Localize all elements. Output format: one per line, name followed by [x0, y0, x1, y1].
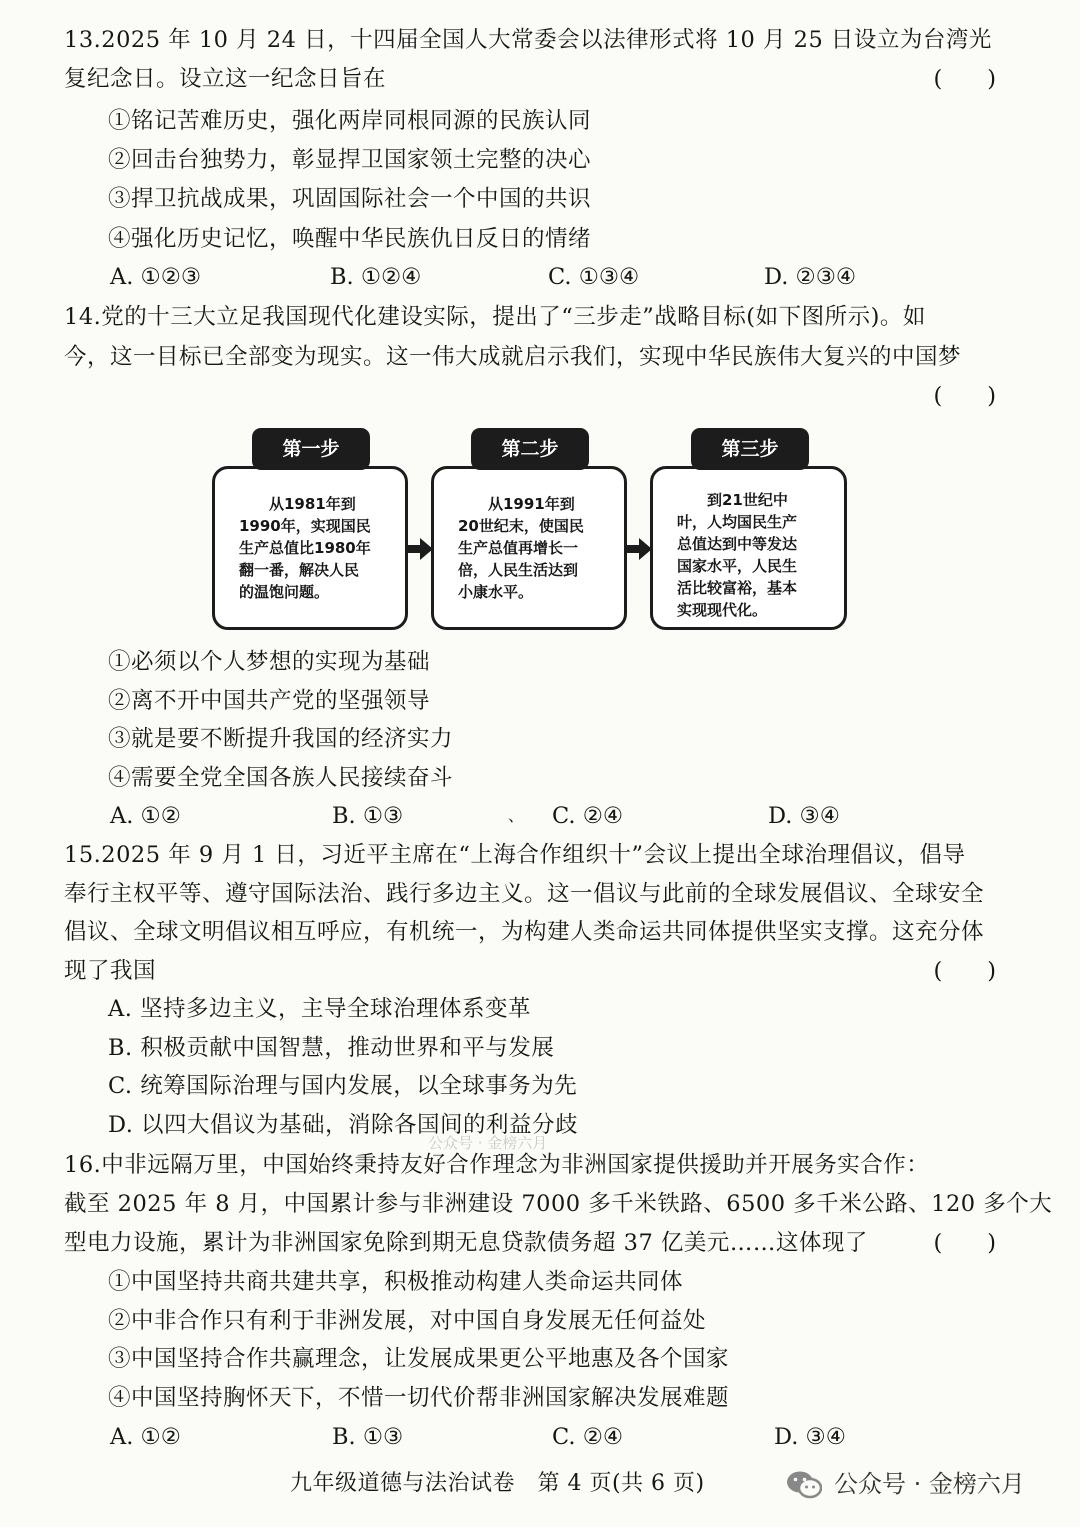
q15-stem-line3: 倡议、全球文明倡议相互呼应，有机统一，为构建人类命运共同体提供坚实支撑。这充分体 [64, 919, 985, 945]
q13-choice-c: C. ①③④ [548, 264, 640, 290]
q13-choices [108, 258, 988, 296]
q14-option-4: ④需要全党全国各族人民接续奋斗 [108, 765, 454, 791]
q15-stem-line1: 15.2025 年 9 月 1 日，习近平主席在“上海合作组织十”会议上提出全球治理倡议，倡导 [64, 842, 966, 868]
step2-tag: 第二步 [471, 428, 589, 470]
q16-option-3: ③中国坚持合作共赢理念，让发展成果更公平地惠及各个国家 [108, 1346, 730, 1372]
q13-choice-a: A. ①②③ [110, 264, 202, 290]
wechat-icon [786, 1470, 822, 1500]
q13-option-3: ③捍卫抗战成果，巩固国际社会一个中国的共识 [108, 186, 592, 212]
q16-choice-c: C. ②④ [552, 1424, 624, 1450]
q16-stem-line1: 16.中非远隔万里，中国始终秉持友好合作理念为非洲国家提供援助并开展务实合作： [64, 1152, 930, 1178]
step1-tag: 第一步 [252, 428, 370, 470]
q16-option-4: ④中国坚持胸怀天下，不惜一切代价帮非洲国家解决发展难题 [108, 1385, 730, 1411]
q16-choice-a: A. ①② [110, 1424, 181, 1450]
wechat-watermark: 公众号 · 金榜六月 [834, 1470, 1025, 1498]
step3-box: 到21世纪中 叶，人均国民生产 总值达到中等发达 国家水平，人民生 活比较富裕，基本 实现现代化。 [650, 466, 847, 630]
q16-option-2: ②中非合作只有利于非洲发展，对中国自身发展无任何益处 [108, 1308, 707, 1334]
q14-option-3: ③就是要不断提升我国的经济实力 [108, 726, 454, 752]
q14-choice-c: C. ②④ [552, 803, 624, 829]
q16-choices [108, 1418, 988, 1456]
q13-stem-line2 [64, 60, 1014, 98]
q13-answer-paren: ( ) [933, 66, 996, 92]
q15-option-c: C. 统筹国际治理与国内发展，以全球事务为先 [108, 1073, 578, 1099]
q14-stray-mark: 、 [508, 806, 525, 825]
q13-option-1: ①铭记苦难历史，强化两岸同根同源的民族认同 [108, 108, 592, 134]
q15-stem-text: 现了我国 [64, 958, 157, 984]
footer-title: 九年级道德与法治试卷 第 4 页(共 6 页) [290, 1471, 705, 1496]
q15-answer-paren: ( ) [933, 958, 996, 984]
faint-watermark: 公众号 · 金榜六月 [428, 1134, 548, 1152]
q13-option-2: ②回击台独势力，彰显捍卫国家领土完整的决心 [108, 147, 592, 173]
q14-stem-line1: 14.党的十三大立足我国现代化建设实际，提出了“三步走”战略目标(如下图所示)。如 [64, 304, 926, 330]
right-arrow-icon [626, 538, 652, 560]
q13-option-4: ④强化历史记忆，唤醒中华民族仇日反日的情绪 [108, 226, 592, 252]
step3-tag: 第三步 [691, 428, 809, 470]
step1-box: 从1981年到 1990年，实现国民 生产总值比1980年 翻一番，解决人民 的温饱问题。 [212, 466, 408, 630]
q13-stem-line1: 13.2025 年 10 月 24 日，十四届全国人大常委会以法律形式将 10 月 25 日设立为台湾光 [64, 27, 992, 53]
q14-answer-paren: ( ) [933, 383, 996, 409]
q14-choice-d: D. ③④ [768, 803, 840, 829]
q16-answer-paren: ( ) [933, 1230, 996, 1256]
q14-choices [108, 797, 988, 835]
q16-stem-line3 [64, 1224, 1014, 1262]
q14-paren-line [64, 377, 1014, 415]
q13-choice-d: D. ②③④ [764, 264, 857, 290]
q14-stem-line2: 今，这一目标已全部变为现实。这一伟大成就启示我们，实现中华民族伟大复兴的中国梦 [64, 344, 962, 370]
q14-choice-a: A. ①② [110, 803, 181, 829]
q15-option-a: A. 坚持多边主义，主导全球治理体系变革 [108, 996, 532, 1022]
q13-stem-text: 复纪念日。设立这一纪念日旨在 [64, 66, 387, 92]
q16-stem-text: 型电力设施，累计为非洲国家免除到期无息贷款债务超 37 亿美元……这体现了 [64, 1230, 868, 1256]
q15-option-b: B. 积极贡献中国智慧，推动世界和平与发展 [108, 1035, 555, 1061]
q16-choice-b: B. ①③ [332, 1424, 404, 1450]
q15-stem-line4 [64, 952, 1014, 990]
q16-stem-line2: 截至 2025 年 8 月，中国累计参与非洲建设 7000 多千米铁路、6500 多千米公路、120 多个大 [64, 1191, 1053, 1217]
q16-option-1: ①中国坚持共商共建共享，积极推动构建人类命运共同体 [108, 1269, 684, 1295]
q15-option-d: D. 以四大倡议为基础，消除各国间的利益分歧 [108, 1112, 579, 1138]
right-arrow-icon [407, 538, 433, 560]
q15-stem-line2: 奉行主权平等、遵守国际法治、践行多边主义。这一倡议与此前的全球发展倡议、全球安全 [64, 881, 985, 907]
q14-choice-b: B. ①③ [332, 803, 404, 829]
step2-box: 从1991年到 20世纪末，使国民 生产总值再增长一 倍，人民生活达到 小康水平。 [431, 466, 627, 630]
q13-choice-b: B. ①②④ [330, 264, 422, 290]
q16-choice-d: D. ③④ [774, 1424, 846, 1450]
q14-option-1: ①必须以个人梦想的实现为基础 [108, 649, 431, 675]
q14-option-2: ②离不开中国共产党的坚强领导 [108, 688, 431, 714]
